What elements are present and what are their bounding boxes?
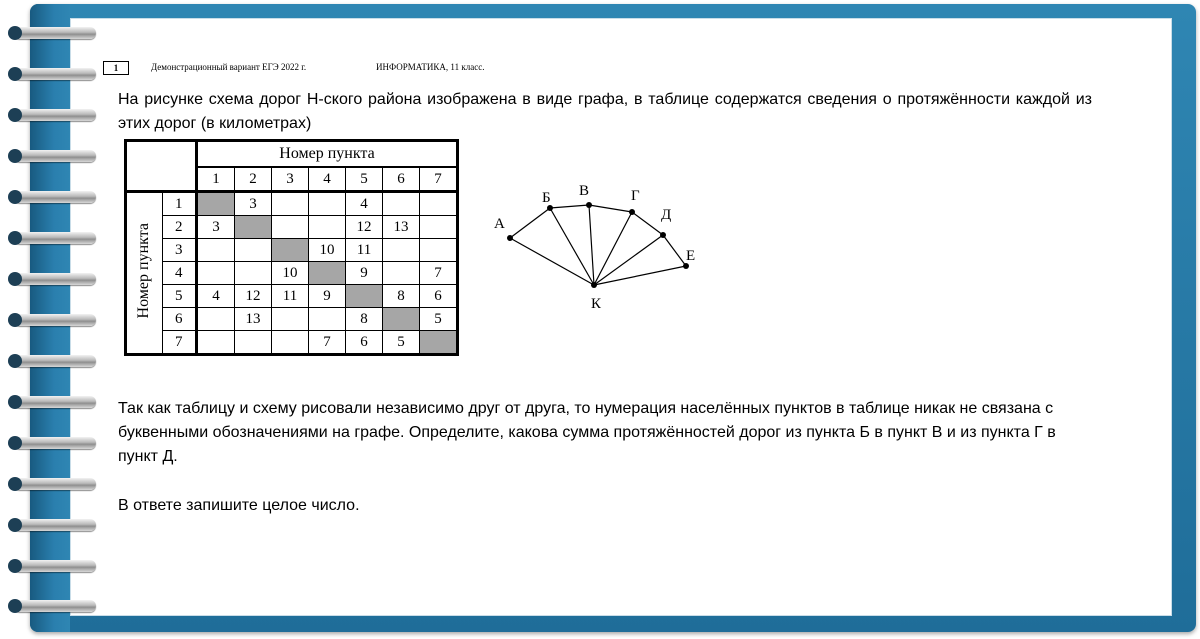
graph-edge-G-D xyxy=(632,212,663,235)
table-cell: 4 xyxy=(197,285,235,308)
column-number: 4 xyxy=(309,167,346,192)
table-row xyxy=(126,308,458,331)
column-number: 1 xyxy=(197,167,235,192)
graph-edge-B-V xyxy=(550,205,589,208)
graph-edge-A-K xyxy=(510,238,594,285)
binding-ring xyxy=(14,109,96,121)
binding-ring xyxy=(14,396,96,408)
table-cell xyxy=(383,239,420,262)
binding-ring xyxy=(14,437,96,449)
binding-ring xyxy=(14,191,96,203)
distance-table xyxy=(124,139,459,356)
table-cell: 7 xyxy=(309,331,346,355)
column-title: Номер пункта xyxy=(197,141,458,168)
table-cell: 8 xyxy=(383,285,420,308)
table-cell xyxy=(197,262,235,285)
graph-node-A xyxy=(507,235,513,241)
column-number: 3 xyxy=(272,167,309,192)
column-number: 5 xyxy=(346,167,383,192)
table-cell: 11 xyxy=(346,239,383,262)
graph-label-K: К xyxy=(591,296,602,312)
header-subject: ИНФОРМАТИКА, 11 класс. xyxy=(376,62,485,72)
table-cell xyxy=(235,331,272,355)
binding-ring xyxy=(14,150,96,162)
table-cell: 10 xyxy=(309,239,346,262)
table-cell xyxy=(197,308,235,331)
table-cell xyxy=(197,192,235,216)
table-cell xyxy=(309,308,346,331)
table-cell xyxy=(272,216,309,239)
table-cell xyxy=(346,285,383,308)
graph-edge-V-G xyxy=(589,205,632,212)
row-title-text: Номер пункта xyxy=(135,222,153,319)
column-number: 7 xyxy=(420,167,458,192)
table-cell xyxy=(420,331,458,355)
binding-ring xyxy=(14,519,96,531)
table-cell xyxy=(235,239,272,262)
table-cell: 3 xyxy=(197,216,235,239)
table-cell: 9 xyxy=(309,285,346,308)
table-cell xyxy=(420,239,458,262)
binding-ring xyxy=(14,600,96,612)
graph-label-B: Б xyxy=(542,190,551,206)
graph-edge-B-K xyxy=(550,208,594,285)
row-number: 5 xyxy=(162,285,197,308)
table-cell xyxy=(272,192,309,216)
table-cell: 11 xyxy=(272,285,309,308)
table-cell xyxy=(383,308,420,331)
graph-edge-A-B xyxy=(510,208,550,238)
graph-node-V xyxy=(586,202,592,208)
table-cell: 7 xyxy=(420,262,458,285)
table-cell: 13 xyxy=(235,308,272,331)
table-cell xyxy=(272,308,309,331)
table-corner-cell xyxy=(126,141,197,192)
table-row xyxy=(126,216,458,239)
graph-labels xyxy=(494,183,695,312)
table-cell xyxy=(309,216,346,239)
task-paragraph-question: Так как таблицу и схему рисовали независимо друг от друга, то нумерация населённых пунктов в таблице никак не связана с буквенными обозначениями на графе. Определите, какова сумма протяжённостей дорог из пункта Б в пункт В и из пункта Г в пункт Д. xyxy=(118,400,1056,465)
graph-edge-D-E xyxy=(663,235,686,266)
table-cell: 5 xyxy=(383,331,420,355)
page-number-box: 1 xyxy=(103,61,129,75)
table-cell xyxy=(272,239,309,262)
column-number: 2 xyxy=(235,167,272,192)
binding-ring xyxy=(14,27,96,39)
graph-label-E: Е xyxy=(686,248,696,264)
binding-ring xyxy=(14,560,96,572)
table-cell xyxy=(383,262,420,285)
table-cell xyxy=(309,262,346,285)
table-row xyxy=(126,262,458,285)
binding-ring xyxy=(14,478,96,490)
graph-edge-V-K xyxy=(589,205,594,285)
task-paragraph-intro: На рисунке схема дорог Н-ского района изображена в виде графа, в таблице содержатся сведения о протяжённости каждой из этих дорог (в километрах) xyxy=(118,91,1092,132)
table-cell xyxy=(420,192,458,216)
table-cell: 9 xyxy=(346,262,383,285)
binding-ring xyxy=(14,232,96,244)
header-exam-title: Демонстрационный вариант ЕГЭ 2022 г. xyxy=(151,62,307,72)
table-cell xyxy=(309,192,346,216)
graph-label-D: Д xyxy=(661,207,672,223)
row-number: 6 xyxy=(162,308,197,331)
table-cell xyxy=(272,331,309,355)
graph-node-D xyxy=(660,232,666,238)
table-row xyxy=(126,331,458,355)
table-row xyxy=(126,285,458,308)
row-number: 4 xyxy=(162,262,197,285)
graph-node-G xyxy=(629,209,635,215)
graph-edge-G-K xyxy=(594,212,632,285)
table-cell xyxy=(235,262,272,285)
table-cell: 8 xyxy=(346,308,383,331)
graph-label-V: В xyxy=(579,183,590,199)
table-cell: 6 xyxy=(420,285,458,308)
table-cell xyxy=(235,216,272,239)
binding-ring xyxy=(14,68,96,80)
table-cell xyxy=(383,192,420,216)
table-cell xyxy=(197,239,235,262)
table-cell: 10 xyxy=(272,262,309,285)
table-cell: 3 xyxy=(235,192,272,216)
row-number: 1 xyxy=(162,192,197,216)
binding-ring xyxy=(14,314,96,326)
binding-ring xyxy=(14,273,96,285)
graph-label-A: А xyxy=(494,216,505,232)
graph-label-G: Г xyxy=(631,188,640,204)
task-paragraph-answer-instruction: В ответе запишите целое число. xyxy=(118,497,360,514)
column-number: 6 xyxy=(383,167,420,192)
row-number: 3 xyxy=(162,239,197,262)
table-cell: 4 xyxy=(346,192,383,216)
table-cell: 13 xyxy=(383,216,420,239)
binding-ring xyxy=(14,355,96,367)
table-row xyxy=(126,239,458,262)
row-number: 2 xyxy=(162,216,197,239)
table-cell: 12 xyxy=(346,216,383,239)
graph-edges xyxy=(510,205,686,285)
table-cell xyxy=(420,216,458,239)
row-title xyxy=(126,192,163,355)
table-cell: 6 xyxy=(346,331,383,355)
table-cell: 5 xyxy=(420,308,458,331)
row-number: 7 xyxy=(162,331,197,355)
road-graph-diagram xyxy=(490,178,710,318)
table-row xyxy=(126,192,458,216)
table-cell: 12 xyxy=(235,285,272,308)
graph-node-K xyxy=(591,282,597,288)
table-cell xyxy=(197,331,235,355)
